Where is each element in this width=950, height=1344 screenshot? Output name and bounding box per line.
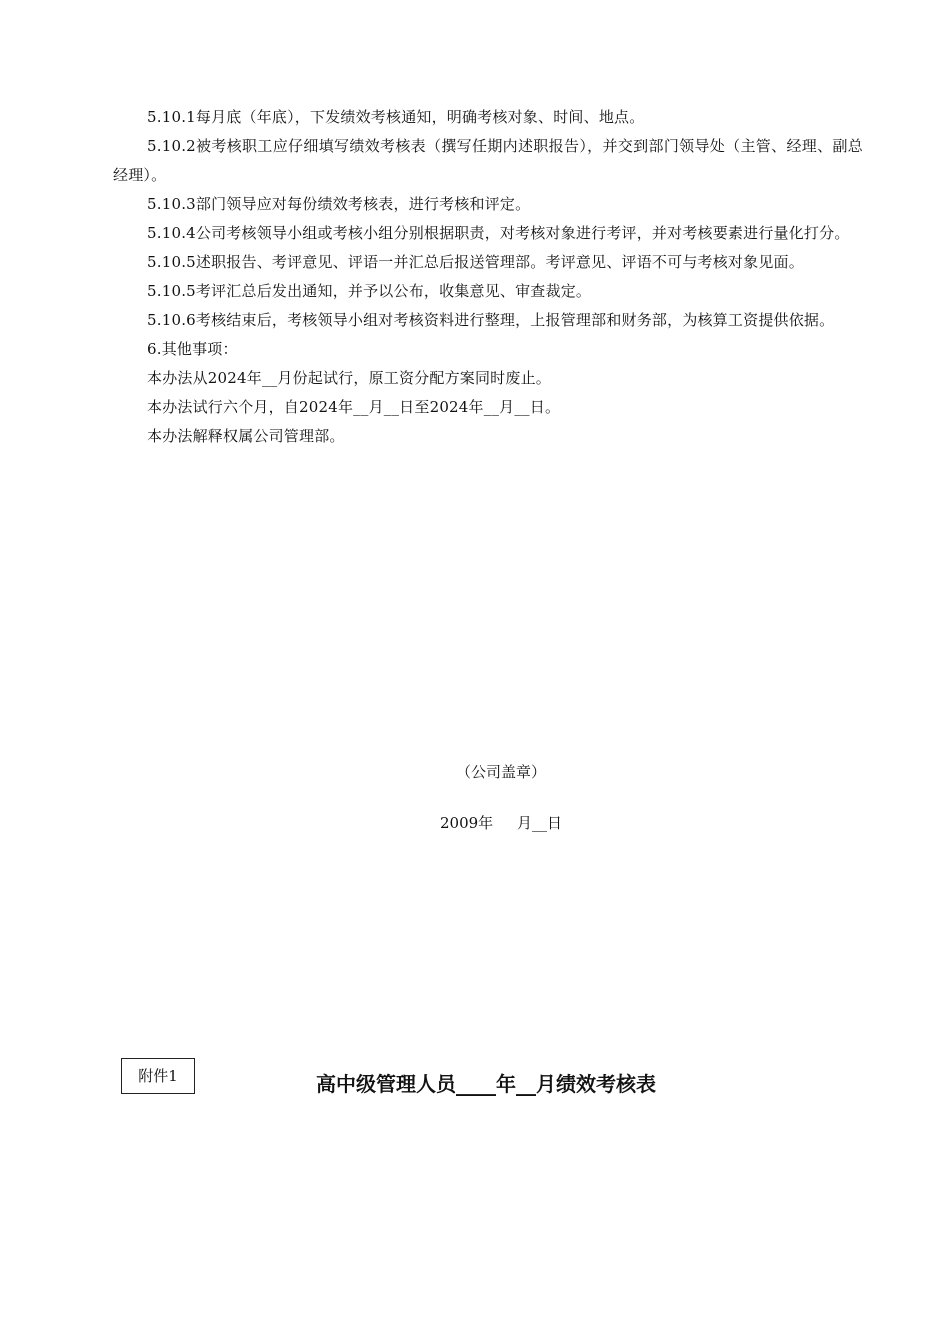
clause-5-10-2: 5.10.2被考核职工应仔细填写绩效考核表（撰写任期内述职报告），并交到部门领导处（主管、经理、副总经理）。 <box>113 137 863 184</box>
company-seal-line: （公司盖章） <box>455 763 546 781</box>
appraisal-form-title: 高中级管理人员____年__月绩效考核表 <box>316 1072 656 1096</box>
other-item-trial-period: 本办法试行六个月，自2024年__月__日至2024年__月__日。 <box>147 398 561 416</box>
clause-5-10-5-a: 5.10.5述职报告、考评意见、评语一并汇总后报送管理部。考评意见、评语不可与考核对象见面。 <box>147 253 804 271</box>
clause-5-10-5-b: 5.10.5考评汇总后发出通知，并予以公布，收集意见、审查裁定。 <box>147 282 592 300</box>
other-item-effective: 本办法从2024年__月份起试行，原工资分配方案同时废止。 <box>147 369 551 387</box>
document-body <box>113 103 863 451</box>
other-item-interpretation: 本办法解释权属公司管理部。 <box>147 427 345 445</box>
clause-5-10-4: 5.10.4公司考核领导小组或考核小组分别根据职责，对考核对象进行考评，并对考核要素进行量化打分。 <box>147 224 850 242</box>
clause-5-10-6: 5.10.6考核结束后，考核领导小组对考核资料进行整理，上报管理部和财务部，为核算工资提供依据。 <box>147 311 835 329</box>
clause-5-10-1: 5.10.1每月底（年底），下发绩效考核通知，明确考核对象、时间、地点。 <box>147 108 645 126</box>
section-6-heading: 6.其他事项： <box>147 340 238 358</box>
signature-date: 2009年 月__日 <box>439 814 562 832</box>
annex-label-box: 附件1 <box>121 1058 195 1094</box>
clause-5-10-3: 5.10.3部门领导应对每份绩效考核表，进行考核和评定。 <box>147 195 531 213</box>
